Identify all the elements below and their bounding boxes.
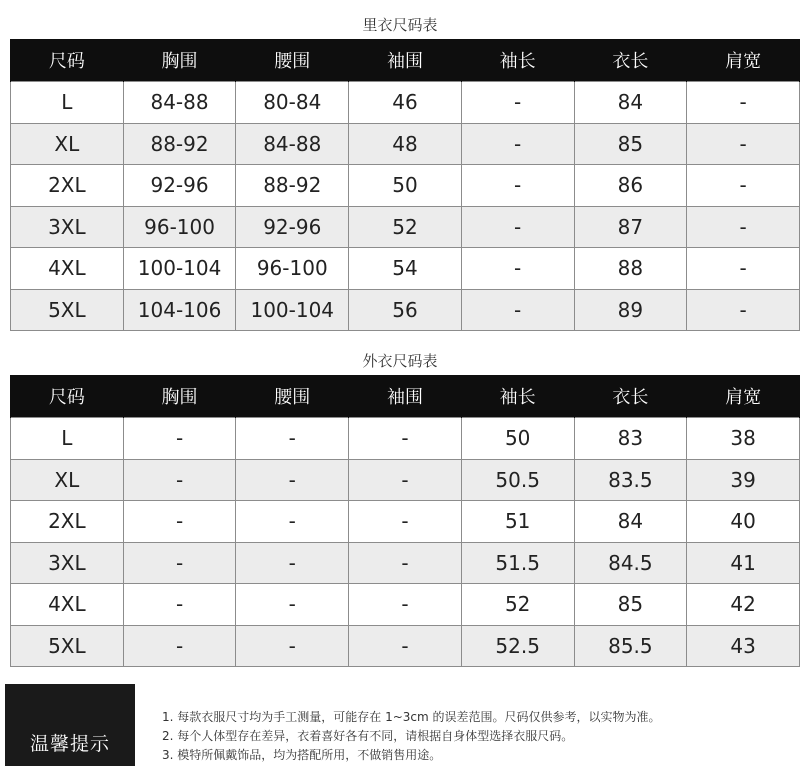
outer-size-table	[10, 375, 800, 667]
table-cell: 92-96	[236, 206, 349, 248]
column-header: 尺码	[11, 39, 124, 82]
table-row	[11, 584, 800, 626]
table-cell: 50	[349, 165, 462, 207]
column-header: 衣长	[574, 375, 687, 418]
table-row	[11, 206, 800, 248]
inner-size-table-title: 里衣尺码表	[362, 16, 438, 34]
table-cell: 88-92	[123, 123, 236, 165]
table-cell: 83.5	[574, 459, 687, 501]
table-cell: 92-96	[123, 165, 236, 207]
table-cell: -	[687, 82, 800, 124]
table-row	[11, 459, 800, 501]
table-cell: -	[123, 584, 236, 626]
table-cell: 41	[687, 542, 800, 584]
outer-table-body	[11, 418, 800, 667]
table-cell: 38	[687, 418, 800, 460]
table-cell: 40	[687, 501, 800, 543]
table-cell: 54	[349, 248, 462, 290]
table-cell: 2XL	[11, 501, 124, 543]
table-cell: 85	[574, 584, 687, 626]
outer-size-table-title: 外衣尺码表	[362, 352, 438, 370]
table-cell: 88	[574, 248, 687, 290]
table-row	[11, 165, 800, 207]
tips-box	[5, 684, 135, 766]
column-header: 尺码	[11, 375, 124, 418]
table-cell: 4XL	[11, 248, 124, 290]
table-cell: 4XL	[11, 584, 124, 626]
table-cell: -	[123, 625, 236, 667]
table-cell: 83	[574, 418, 687, 460]
tip-item: 3. 模特所佩戴饰品，均为搭配所用，不做销售用途。	[162, 748, 442, 762]
column-header: 袖围	[349, 39, 462, 82]
table-cell: 80-84	[236, 82, 349, 124]
table-cell: -	[349, 625, 462, 667]
table-cell: L	[11, 82, 124, 124]
table-cell: -	[349, 459, 462, 501]
table-cell: 51.5	[461, 542, 574, 584]
table-cell: -	[236, 584, 349, 626]
tips-label: 温馨提示	[29, 733, 110, 755]
table-cell: -	[461, 248, 574, 290]
table-cell: -	[687, 289, 800, 331]
table-cell: 85.5	[574, 625, 687, 667]
column-header: 袖围	[349, 375, 462, 418]
table-cell: -	[236, 501, 349, 543]
table-cell: XL	[11, 123, 124, 165]
table-row	[11, 248, 800, 290]
inner-size-table	[10, 39, 800, 331]
table-cell: 52.5	[461, 625, 574, 667]
column-header: 肩宽	[687, 375, 800, 418]
table-cell: 50	[461, 418, 574, 460]
table-cell: 100-104	[123, 248, 236, 290]
table-cell: -	[123, 459, 236, 501]
table-cell: L	[11, 418, 124, 460]
table-cell: 86	[574, 165, 687, 207]
column-header: 袖长	[461, 375, 574, 418]
table-cell: 51	[461, 501, 574, 543]
table-cell: -	[461, 82, 574, 124]
inner-table-body	[11, 82, 800, 331]
table-cell: -	[123, 542, 236, 584]
table-cell: 104-106	[123, 289, 236, 331]
table-cell: 84-88	[236, 123, 349, 165]
table-cell: 84.5	[574, 542, 687, 584]
table-cell: -	[461, 165, 574, 207]
tips-list	[162, 708, 661, 765]
inner-table-header-row	[11, 39, 800, 82]
outer-table-header-row	[11, 375, 800, 418]
table-cell: 48	[349, 123, 462, 165]
tip-item: 2. 每个人体型存在差异，衣着喜好各有不同，请根据自身体型选择衣服尺码。	[162, 729, 574, 743]
table-cell: 3XL	[11, 206, 124, 248]
table-cell: -	[349, 501, 462, 543]
column-header: 胸围	[123, 375, 236, 418]
table-cell: 85	[574, 123, 687, 165]
table-cell: -	[461, 206, 574, 248]
table-cell: 96-100	[123, 206, 236, 248]
table-cell: 3XL	[11, 542, 124, 584]
table-cell: 52	[461, 584, 574, 626]
table-cell: -	[236, 625, 349, 667]
tip-item: 1. 每款衣服尺寸均为手工测量，可能存在 1~3cm 的误差范围。尺码仅供参考，以实物为准。	[162, 710, 661, 724]
table-cell: -	[236, 459, 349, 501]
table-cell: 50.5	[461, 459, 574, 501]
table-cell: 43	[687, 625, 800, 667]
table-cell: 5XL	[11, 625, 124, 667]
table-cell: -	[687, 123, 800, 165]
table-cell: 89	[574, 289, 687, 331]
table-cell: 56	[349, 289, 462, 331]
table-row	[11, 82, 800, 124]
column-header: 胸围	[123, 39, 236, 82]
table-cell: 84	[574, 501, 687, 543]
table-cell: 39	[687, 459, 800, 501]
table-cell: 52	[349, 206, 462, 248]
table-cell: XL	[11, 459, 124, 501]
table-row	[11, 542, 800, 584]
table-cell: -	[123, 418, 236, 460]
table-cell: 2XL	[11, 165, 124, 207]
table-cell: -	[461, 289, 574, 331]
column-header: 腰围	[236, 39, 349, 82]
table-cell: -	[687, 165, 800, 207]
table-cell: 42	[687, 584, 800, 626]
table-cell: -	[123, 501, 236, 543]
table-cell: -	[687, 206, 800, 248]
table-cell: 87	[574, 206, 687, 248]
table-cell: 84	[574, 82, 687, 124]
table-cell: 84-88	[123, 82, 236, 124]
column-header: 腰围	[236, 375, 349, 418]
table-cell: -	[461, 123, 574, 165]
table-cell: -	[236, 418, 349, 460]
column-header: 袖长	[461, 39, 574, 82]
table-row	[11, 501, 800, 543]
table-cell: 100-104	[236, 289, 349, 331]
table-row	[11, 625, 800, 667]
table-row	[11, 289, 800, 331]
table-row	[11, 418, 800, 460]
table-cell: -	[236, 542, 349, 584]
table-cell: -	[349, 418, 462, 460]
table-cell: -	[687, 248, 800, 290]
column-header: 肩宽	[687, 39, 800, 82]
table-cell: -	[349, 584, 462, 626]
table-cell: 88-92	[236, 165, 349, 207]
table-cell: -	[349, 542, 462, 584]
column-header: 衣长	[574, 39, 687, 82]
table-cell: 96-100	[236, 248, 349, 290]
table-cell: 5XL	[11, 289, 124, 331]
table-row	[11, 123, 800, 165]
table-cell: 46	[349, 82, 462, 124]
